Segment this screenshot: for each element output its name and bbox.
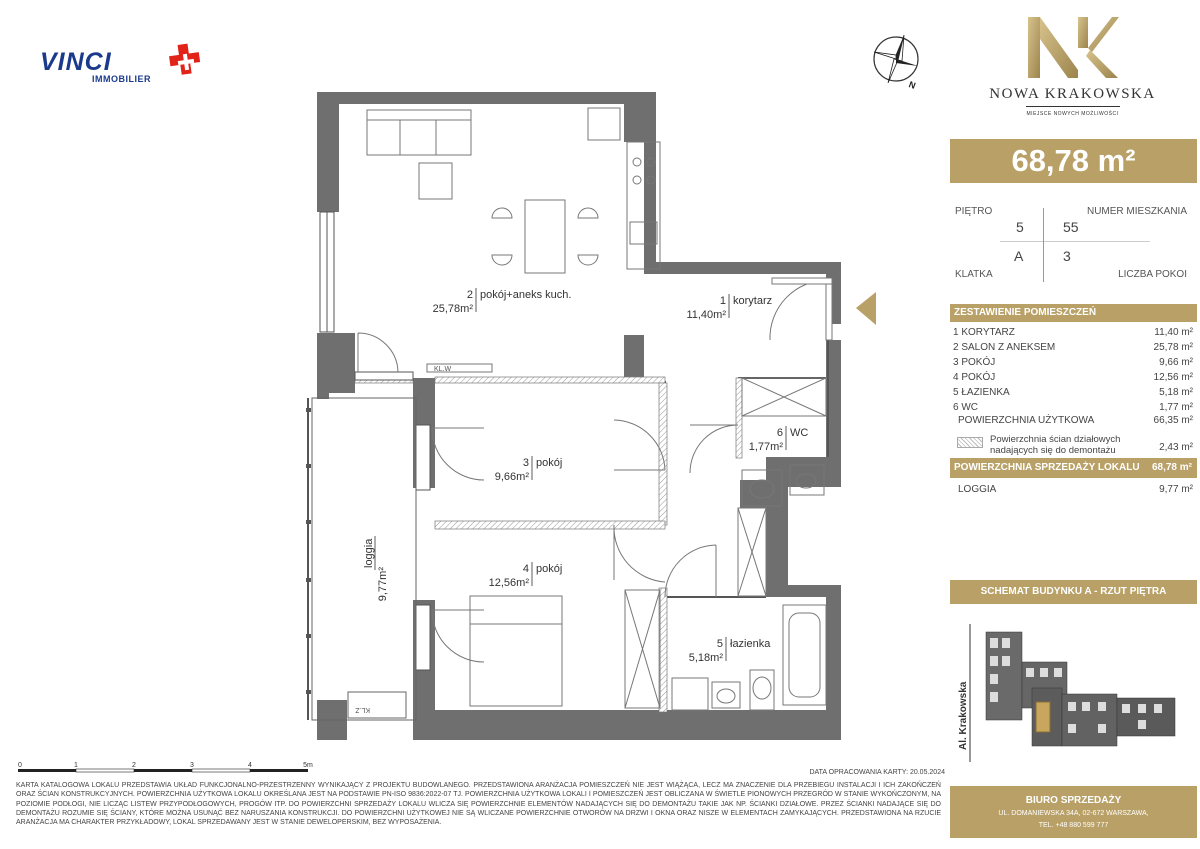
floor-label: PIĘTRO bbox=[955, 206, 993, 217]
sale-area-value: 68,78 m² bbox=[1151, 462, 1192, 473]
sales-address: UL. DOMANIEWSKA 34A, 02-672 WARSZAWA, bbox=[998, 810, 1149, 817]
rooms-table-row bbox=[953, 402, 1193, 415]
rooms-label: LICZBA POKOI bbox=[1118, 269, 1187, 280]
room-area-room3: 9,66m² bbox=[494, 471, 529, 483]
entrance-arrow-icon bbox=[856, 292, 876, 325]
scale-tick-label: 1 bbox=[74, 762, 78, 769]
walls-label-line-2: nadających się do demontażu bbox=[990, 445, 1116, 456]
room-name: 3 POKÓJ bbox=[953, 357, 996, 368]
sales-title: BIURO SPRZEDAŻY bbox=[1025, 795, 1122, 806]
building-schema-header: SCHEMAT BUDYNKU A - RZUT PIĘTRA bbox=[950, 580, 1197, 604]
disclaimer: KARTA KATALOGOWA LOKALU PRZEDSTAWIA UKŁAD FUNKCJONALNO-PRZESTRZENNY WYNIKAJĄCY Z PROJEKTU BUDOWLANEGO. PRZEDSTAWIONA ARANŻACJA POMIESZCZEŃ NIE JEST WIĄŻĄCA, LECZ MA ZNACZENIE DLA PRZEBIEGU INSTALACJI I ICH ZAKOŃCZEŃ ORAZ ŚCIAN KONSTRUKCYJNYCH. POWIERZCHNIA UŻYTKOWA LOKALU OKREŚLANA JEST NA PODSTAWIE PN-ISO 9836:2022-07 TJ. POWIERZCHNIA UŻYTKOWA LOKALI I POMIESZCZEŃ JEST OBLICZANA W ŚWIETLE PIONOWYCH PRZEGRÓD W STANIE WYKOŃCZONYM, NA POZIOMIE PODŁOGI, NIE LICZĄC LISTEW PRZYPODŁOGOWYCH, PROGÓW ITP. DO POWIERZCHNI SPRZEDAŻY LOKALU WLICZA SIĘ POWIERZCHNIE ELEMENTÓW NADAJĄCYCH SIĘ DO DEMONTAŻU TAKIE JAK NP. ŚCIANKI DZIAŁOWE. PRZEZ ŚCIANKI NADAJĄCE SIĘ DO DEMONTAŻU ROZUMIE SIĘ ŚCIANY, KTÓRE MOŻNA USUNĄĆ BEZ NARUSZANIA KONSTRUKCJI. DO POWIERZCHNI UŻYTKOWEJ NIE SĄ WLICZANE POWIERZCHNIE OTWORÓW NA DRZWI I OKNA ORAZ NISZE W ELEMENTACH ZAMYKAJĄCYCH. PRZEDSTAWIONA NA RZUCIE ARANŻACJA MA CHARAKTER PRZYKŁADOWY, LOKAL SPRZEDAWANY JEST W STANIE DEWELOPERSKIM, BEZ WYPOSAŻENIA. bbox=[16, 782, 941, 827]
unit-label: NUMER MIESZKANIA bbox=[1086, 206, 1187, 217]
room-name: 5 ŁAZIENKA bbox=[953, 387, 1010, 398]
rooms-table-row bbox=[953, 357, 1193, 370]
room-label-room3 bbox=[495, 456, 563, 483]
room-area-loggia: 9,77m² bbox=[377, 567, 389, 602]
room-area-living: 25,78m² bbox=[432, 303, 473, 315]
rooms-table-header: ZESTAWIENIE POMIESZCZEŃ bbox=[950, 304, 1197, 322]
room-num-corridor: 1 bbox=[719, 295, 726, 307]
room-area-bathroom: 5,18m² bbox=[688, 652, 723, 664]
room-name-wc: WC bbox=[790, 427, 809, 439]
rooms-table-row bbox=[953, 372, 1193, 385]
room-area: 5,18 m² bbox=[1159, 387, 1193, 398]
room-name-bathroom: łazienka bbox=[730, 638, 771, 650]
room-num-room4: 4 bbox=[522, 563, 529, 575]
sales-office bbox=[950, 786, 1197, 838]
sales-phone: TEL. +48 880 599 777 bbox=[1038, 822, 1109, 829]
room-name: 6 WC bbox=[953, 402, 978, 413]
room-label-loggia bbox=[363, 536, 389, 601]
room-label-bathroom bbox=[689, 637, 771, 664]
project-tagline: MIEJSCE NOWYCH MOŻLIWOŚCI bbox=[1026, 111, 1119, 117]
sale-area-bar bbox=[950, 458, 1197, 478]
furniture bbox=[367, 108, 826, 710]
building-schema bbox=[950, 612, 1197, 772]
room-area: 12,56 m² bbox=[1153, 372, 1193, 383]
room-name-loggia: loggia bbox=[363, 538, 375, 568]
room-area-corridor: 11,40m² bbox=[686, 309, 726, 321]
total-area: 68,78 m² bbox=[950, 139, 1197, 183]
hatch-legend-icon bbox=[957, 437, 983, 448]
summary-vertical-divider bbox=[1043, 208, 1044, 282]
walls-value: 2,43 m² bbox=[1159, 442, 1193, 453]
room-num-wc: 6 bbox=[776, 427, 783, 439]
project-name: NOWA KRAKOWSKA bbox=[989, 86, 1156, 102]
room-name-corridor: korytarz bbox=[733, 295, 773, 307]
rooms-table-row bbox=[953, 327, 1193, 340]
scale-tick-label: 0 bbox=[18, 762, 22, 769]
usable-area-row bbox=[953, 415, 1193, 428]
room-num-living: 2 bbox=[466, 289, 473, 301]
loggia-label: LOGGIA bbox=[958, 484, 997, 495]
vinci-subtitle: IMMOBILIER bbox=[92, 74, 151, 84]
room-name-room3: pokój bbox=[536, 457, 563, 469]
scale-tick-label: 2 bbox=[132, 762, 136, 769]
walls-label bbox=[990, 434, 1120, 456]
loggia-row bbox=[953, 484, 1193, 497]
room-label-room4 bbox=[489, 562, 563, 589]
scale-tick-label: 4 bbox=[248, 762, 252, 769]
stair-label: KLATKA bbox=[955, 269, 993, 280]
loggia-value: 9,77 m² bbox=[1159, 484, 1193, 495]
sale-area-label: POWIERZCHNIA SPRZEDAŻY LOKALU bbox=[954, 462, 1140, 473]
room-area-room4: 12,56m² bbox=[488, 577, 529, 589]
usable-area-label: POWIERZCHNIA UŻYTKOWA bbox=[958, 415, 1095, 426]
summary-divider bbox=[1000, 241, 1150, 242]
room-area-wc: 1,77m² bbox=[748, 441, 783, 453]
room-name: 4 POKÓJ bbox=[953, 372, 996, 383]
scale-tick-label: 3 bbox=[190, 762, 194, 769]
rooms-table-row bbox=[953, 387, 1193, 400]
stair-value: A bbox=[1014, 248, 1024, 264]
vinci-wordmark: VINCI bbox=[40, 48, 112, 76]
nowa-krakowska-logo-icon bbox=[1020, 12, 1120, 82]
street-label: Al. Krakowska bbox=[958, 681, 969, 750]
scale-bar bbox=[16, 760, 316, 780]
room-area: 11,40 m² bbox=[1154, 327, 1193, 338]
room-area: 1,77 m² bbox=[1159, 402, 1193, 413]
room-name-room4: pokój bbox=[536, 563, 563, 575]
room-label-wc bbox=[749, 426, 809, 453]
room-name: 1 KORYTARZ bbox=[953, 327, 1015, 338]
loggia bbox=[306, 398, 416, 720]
room-num-room3: 3 bbox=[522, 457, 529, 469]
scale-tick-label: 5m bbox=[303, 762, 313, 769]
rooms-table-row bbox=[953, 342, 1193, 355]
rooms-value: 3 bbox=[1063, 248, 1071, 264]
room-label-corridor bbox=[686, 294, 772, 321]
room-num-bathroom: 5 bbox=[716, 638, 723, 650]
room-name: 2 SALON Z ANEKSEM bbox=[953, 342, 1056, 353]
radiator-label-kl-z: KL.Z bbox=[355, 706, 370, 713]
room-name-living: pokój+aneks kuch. bbox=[480, 289, 572, 301]
room-label-living bbox=[433, 288, 572, 315]
floor-value: 5 bbox=[1016, 219, 1024, 235]
compass-letter: N bbox=[907, 79, 917, 91]
logo-divider bbox=[1026, 106, 1120, 107]
usable-area-value: 66,35 m² bbox=[1153, 415, 1193, 426]
walls-label-line-1: Powierzchnia ścian działowych bbox=[990, 434, 1121, 445]
room-area: 9,66 m² bbox=[1159, 357, 1193, 368]
radiator-label-kl-w: KL.W bbox=[434, 366, 452, 373]
card-date: DATA OPRACOWANIA KARTY: 20.05.2024 bbox=[809, 769, 945, 776]
unit-value: 55 bbox=[1063, 219, 1079, 235]
room-area: 25,78 m² bbox=[1153, 342, 1193, 353]
